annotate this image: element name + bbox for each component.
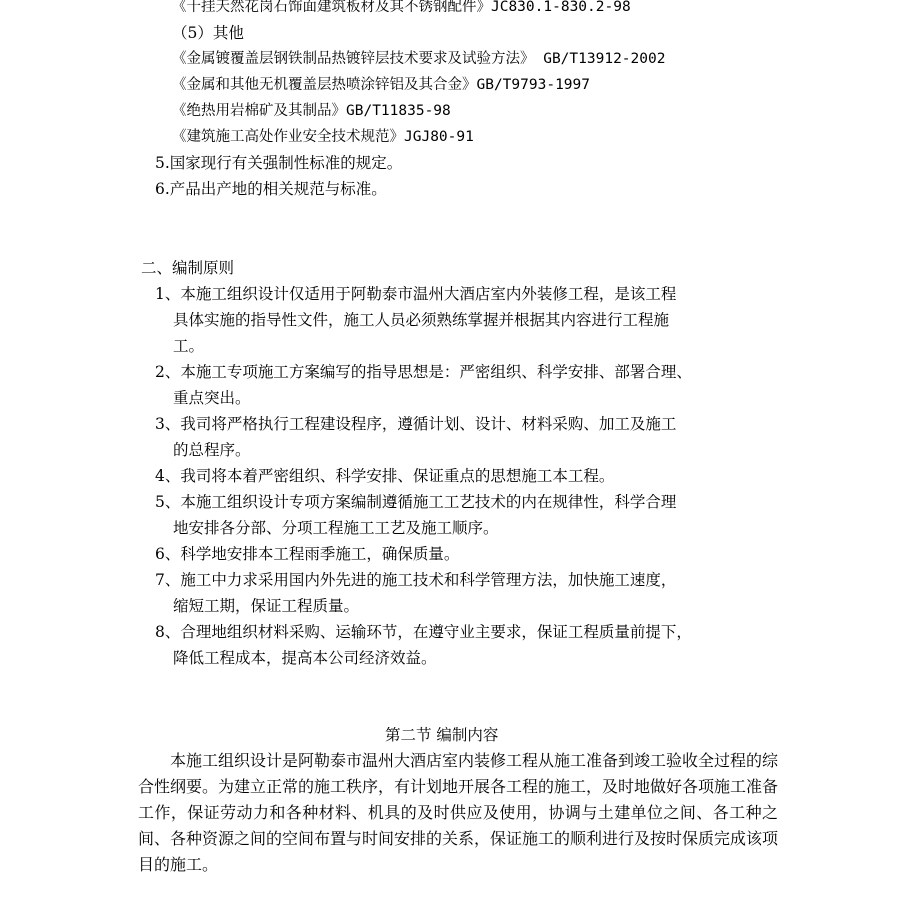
principle-5-line-2: 地安排各分部、分项工程施工工艺及施工顺序。 (173, 519, 499, 537)
principle-5-line-1: 5、本施工组织设计专项方案编制遵循施工工艺技术的内在规律性，科学合理 (155, 493, 677, 511)
principle-8-line-1: 8、合理地组织材料采购、运输环节，在遵守业主要求，保证工程质量前提下， (155, 623, 692, 641)
principles-heading: 二、编制原则 (141, 259, 235, 277)
principle-1-line-1: 1、本施工组织设计仅适用于阿勒泰市温州大酒店室内外装修工程，是该工程 (155, 285, 677, 303)
reference-rock-wool: 《绝热用岩棉矿及其制品》GB/T11835-98 (172, 103, 451, 119)
principle-8-line-2: 降低工程成本，提高本公司经济效益。 (173, 649, 437, 667)
reference-stone-panels: 《干挂天然花岗石饰面建筑板材及其不锈钢配件》JC830.1-830.2-98 (172, 0, 631, 15)
reference-item-5: 5.国家现行有关强制性标准的规定。 (155, 154, 403, 172)
reference-galvanizing: 《金属镀覆盖层钢铁制品热镀锌层技术要求及试验方法》 GB/T13912-2002 (172, 51, 666, 67)
principle-1-line-2: 具体实施的指导性文件，施工人员必须熟练掌握并根据其内容进行工程施 (173, 311, 670, 329)
section-body-paragraph: 本施工组织设计是阿勒泰市温州大酒店室内装修工程从施工准备到竣工验收全过程的综合性纲要。为建立正常的施工秩序，有计划地开展各工程的施工，及时地做好各项施工准备工作，保证劳动力和各种材料、机具的及时供应及使用，协调与土建单位之间、各工种之间、各种资源之间的空间布置与时间安排的关系，保证施工的顺利进行及按时保质完成该项目的施工。 (138, 751, 779, 874)
principle-3-line-1: 3、我司将严格执行工程建设程序，遵循计划、设计、材料采购、加工及施工 (155, 415, 677, 433)
principle-3-line-2: 的总程序。 (173, 441, 251, 459)
principle-2-line-2: 重点突出。 (173, 389, 251, 407)
principle-1-line-3: 工。 (173, 337, 205, 355)
principle-4-line-1: 4、我司将本着严密组织、科学安排、保证重点的思想施工本工程。 (155, 467, 615, 485)
section-title: 第二节 编制内容 (385, 726, 499, 744)
reference-high-work-safety: 《建筑施工高处作业安全技术规范》JGJ80-91 (172, 129, 474, 145)
principle-7-line-2: 缩短工期，保证工程质量。 (173, 597, 360, 615)
principle-7-line-1: 7、施工中力求采用国内外先进的施工技术和科学管理方法，加快施工速度， (155, 571, 677, 589)
principle-6-line-1: 6、科学地安排本工程雨季施工，确保质量。 (155, 545, 460, 563)
principle-2-line-1: 2、本施工专项施工方案编写的指导思想是：严密组织、科学安排、部署合理、 (155, 363, 692, 381)
reference-thermal-spray: 《金属和其他无机覆盖层热喷涂锌铝及其合金》GB/T9793-1997 (172, 77, 590, 93)
reference-other-heading: （5）其他 (172, 24, 244, 42)
reference-item-6: 6.产品出产地的相关规范与标准。 (155, 180, 387, 198)
